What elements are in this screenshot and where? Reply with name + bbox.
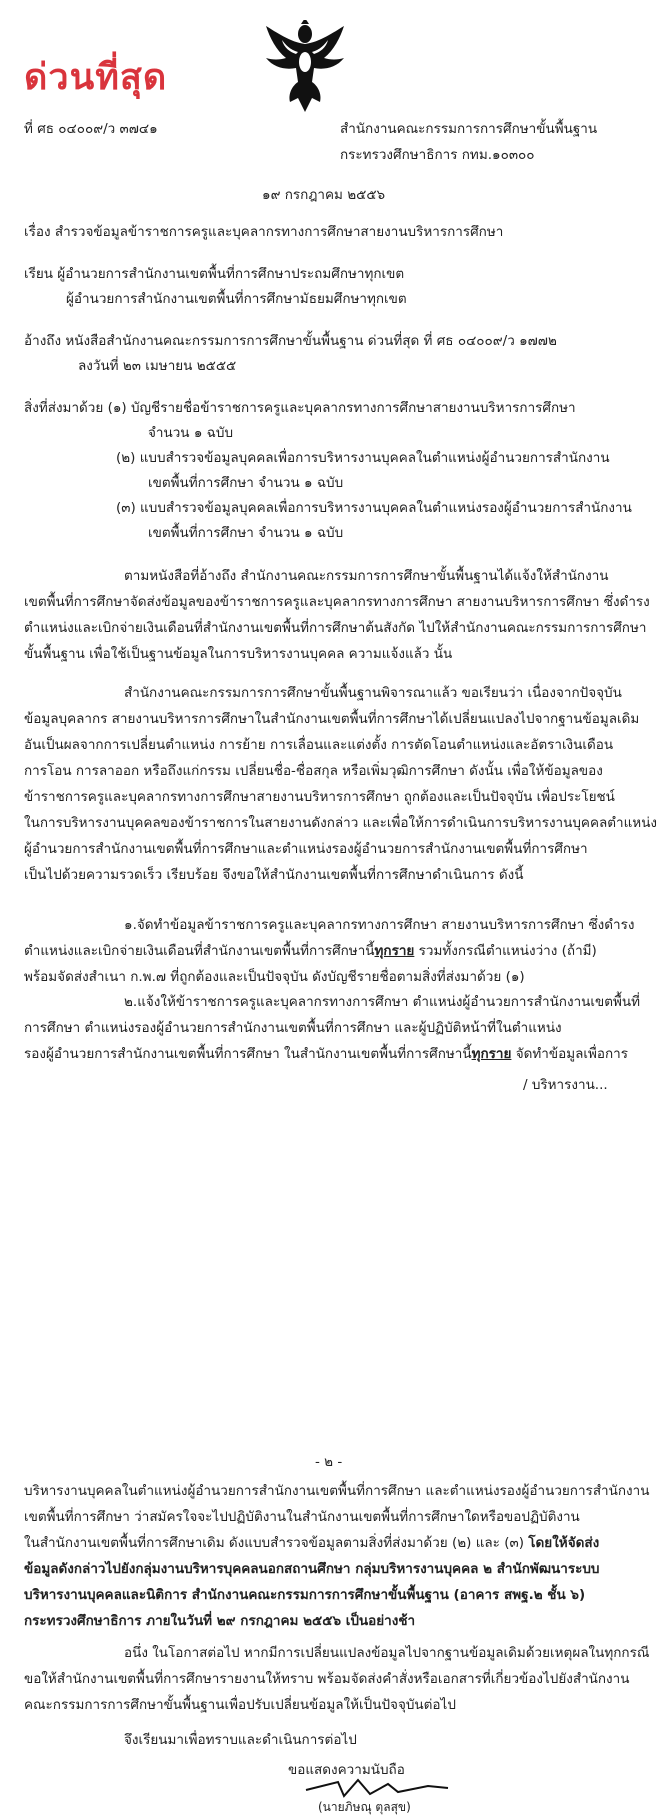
paragraph-line: พร้อมจัดส่งสำเนา ก.พ.๗ ที่ถูกต้องและเป็นปัจจุบัน ดังบัญชีรายชื่อตามสิ่งที่ส่งมาด้วย (๑) <box>24 969 525 985</box>
action-item-2 <box>24 989 640 1067</box>
page-number: - ๒ - <box>315 1454 343 1470</box>
paragraph-line: ขั้นพื้นฐาน เพื่อใช้เป็นฐานข้อมูลในการบริหารงานบุคคล ความแจ้งแล้ว นั้น <box>24 646 453 662</box>
action-item-1 <box>24 912 634 990</box>
enclosure-2: (๒) แบบสำรวจข้อมูลบุคคลเพื่อการบริหารงานบุคคลในตำแหน่งผู้อำนวยการสำนักงาน <box>116 450 610 466</box>
paragraph-line: ผู้อำนวยการสำนักงานเขตพื้นที่การศึกษาและตำแหน่งรองผู้อำนวยการสำนักงานเขตพื้นที่การศึกษา <box>24 841 588 857</box>
page2-paragraph-2 <box>24 1640 649 1718</box>
paragraph-line: ข้าราชการครูและบุคลากรทางการศึกษาสายงานบริหารการศึกษา ถูกต้องและเป็นปัจจุบัน เพื่อประโยชน์ <box>24 789 615 805</box>
text-segment: รองผู้อำนวยการสำนักงานเขตพื้นที่การศึกษา ในสำนักงานเขตพื้นที่การศึกษานี้ <box>24 1046 472 1062</box>
paragraph-line: ๑.จัดทำข้อมูลข้าราชการครูและบุคลากรทางการศึกษา สายงานบริหารการศึกษา ซึ่งดำรง <box>124 917 635 933</box>
issue-date: ๑๙ กรกฎาคม ๒๕๕๖ <box>262 187 386 203</box>
garuda-emblem <box>262 20 348 116</box>
reference-line-1: อ้างถึง หนังสือสำนักงานคณะกรรมการการศึกษาขั้นพื้นฐาน ด่วนที่สุด ที่ ศธ ๐๔๐๐๙/ว ๑๗๗๒ <box>24 333 557 349</box>
page2-paragraph-1 <box>24 1478 649 1634</box>
paragraph-line <box>24 1041 640 1067</box>
paragraph-line: อนึ่ง ในโอกาสต่อไป หากมีการเปลี่ยนแปลงข้อมูลไปจากฐานข้อมูลเดิมด้วยเหตุผลในทุกกรณี <box>124 1645 650 1661</box>
paragraph-line: การศึกษา ตำแหน่งรองผู้อำนวยการสำนักงานเขตพื้นที่การศึกษา และผู้ปฏิบัติหน้าที่ในตำแหน่ง <box>24 1020 562 1036</box>
issuer-office: สำนักงานคณะกรรมการการศึกษาขั้นพื้นฐาน <box>340 121 598 137</box>
paragraph-line: ในการบริหารงานบุคคลของข้าราชการในสายงานดังกล่าว และเพื่อให้การดำเนินการบริหารงานบุคคลตำแหน่ง <box>24 815 658 831</box>
continuation-marker: / บริหารงาน... <box>523 1077 608 1093</box>
body-paragraph-1 <box>24 563 650 667</box>
paragraph-line: บริหารงานบุคคลและนิติการ สำนักงานคณะกรรมการการศึกษาขั้นพื้นฐาน (อาคาร สพฐ.๒ ชั้น ๖) <box>24 1587 586 1603</box>
enclosure-3-count: เขตพื้นที่การศึกษา จำนวน ๑ ฉบับ <box>148 525 344 541</box>
text-segment: ในสำนักงานเขตพื้นที่การศึกษาเดิม ดังแบบสำรวจข้อมูลตามสิ่งที่ส่งมาด้วย (๒) และ (๓) <box>24 1535 529 1551</box>
paragraph-line: ตามหนังสือที่อ้างถึง สำนักงานคณะกรรมการการศึกษาขั้นพื้นฐานได้แจ้งให้สำนักงาน <box>124 568 609 584</box>
paragraph-line: คณะกรรมการการศึกษาขั้นพื้นฐานเพื่อปรับเปลี่ยนข้อมูลให้เป็นปัจจุบันต่อไป <box>24 1697 456 1713</box>
issuer-ministry: กระทรวงศึกษาธิการ กทม.๑๐๓๐๐ <box>340 147 535 163</box>
paragraph-line: บริหารงานบุคคลในตำแหน่งผู้อำนวยการสำนักงานเขตพื้นที่การศึกษา และตำแหน่งรองผู้อำนวยการสำนักงาน <box>24 1483 650 1499</box>
addressee-line-2: ผู้อำนวยการสำนักงานเขตพื้นที่การศึกษามัธยมศึกษาทุกเขต <box>66 291 407 307</box>
paragraph-line: สำนักงานคณะกรรมการการศึกษาขั้นพื้นฐานพิจารณาแล้ว ขอเรียนว่า เนื่องจากปัจจุบัน <box>124 685 622 701</box>
text-segment: จัดทำข้อมูลเพื่อการ <box>511 1046 629 1062</box>
enclosure-1-count: จำนวน ๑ ฉบับ <box>148 425 234 441</box>
body-paragraph-2 <box>24 680 657 888</box>
enclosure-3: (๓) แบบสำรวจข้อมูลบุคคลเพื่อการบริหารงานบุคคลในตำแหน่งรองผู้อำนวยการสำนักงาน <box>116 500 632 516</box>
document-number: ที่ ศธ ๐๔๐๐๙/ว ๓๗๔๑ <box>24 121 158 137</box>
paragraph-line: การโอน การลาออก หรือถึงแก่กรรม เปลี่ยนชื่อ-ชื่อสกุล หรือเพิ่มวุฒิการศึกษา ดังนั้น เพื่อให้ข้อมูลของ <box>24 763 603 779</box>
complimentary-close: ขอแสดงความนับถือ <box>288 1762 405 1778</box>
text-segment: ตำแหน่งและเบิกจ่ายเงินเดือนที่สำนักงานเขตพื้นที่การศึกษานี้ <box>24 943 375 959</box>
urgent-stamp: ด่วนที่สุด <box>24 57 168 98</box>
paragraph-line: ตำแหน่งและเบิกจ่ายเงินเดือนที่สำนักงานเขตพื้นที่การศึกษาต้นสังกัด ไปให้สำนักงานคณะกรรมการการศึกษา <box>24 620 647 636</box>
emphasis-all-persons: ทุกราย <box>471 1046 512 1062</box>
text-segment: โดยให้จัดส่ง <box>528 1535 600 1551</box>
paragraph-line: เขตพื้นที่การศึกษา ว่าสมัครใจจะไปปฏิบัติงานในสำนักงานเขตพื้นที่การศึกษาใดหรือขอปฏิบัติงาน <box>24 1509 580 1525</box>
signer-name: (นายภิษณุ ตุลสุข) <box>318 1800 411 1814</box>
paragraph-line: ขอให้สำนักงานเขตพื้นที่การศึกษารายงานให้ทราบ พร้อมจัดส่งคำสั่งหรือเอกสารที่เกี่ยวข้องไปยังสำนักงาน <box>24 1671 630 1687</box>
paragraph-line: กระทรวงศึกษาธิการ ภายในวันที่ ๒๙ กรกฎาคม ๒๕๕๖ เป็นอย่างช้า <box>24 1613 416 1629</box>
addressee-line-1: เรียน ผู้อำนวยการสำนักงานเขตพื้นที่การศึกษาประถมศึกษาทุกเขต <box>24 266 405 282</box>
subject-line: เรื่อง สำรวจข้อมูลข้าราชการครูและบุคลากรทางการศึกษาสายงานบริหารการศึกษา <box>24 224 504 240</box>
paragraph-line: ข้อมูลดังกล่าวไปยังกลุ่มงานบริหารบุคคลนอกสถานศึกษา กลุ่มบริหารงานบุคคล ๒ สำนักพัฒนาระบบ <box>24 1561 600 1577</box>
emphasis-all-persons: ทุกราย <box>374 943 415 959</box>
paragraph-line <box>24 1530 649 1556</box>
text-segment: รวมทั้งกรณีตำแหน่งว่าง (ถ้ามี) <box>414 943 597 959</box>
paragraph-line: ข้อมูลบุคลากร สายงานบริหารการศึกษาในสำนักงานเขตพื้นที่การศึกษาได้เปลี่ยนแปลงไปจากฐานข้อมูลเดิม <box>24 711 640 727</box>
paragraph-line: เขตพื้นที่การศึกษาจัดส่งข้อมูลของข้าราชการครูและบุคลากรทางการศึกษา สายงานบริหารการศึกษา ซึ่งดำรง <box>24 594 650 610</box>
reference-line-2: ลงวันที่ ๒๓ เมษายน ๒๕๕๕ <box>78 358 237 374</box>
paragraph-line: อันเป็นผลจากการเปลี่ยนตำแหน่ง การย้าย การเลื่อนและแต่งตั้ง การตัดโอนตำแหน่งและอัตราเงินเดือน <box>24 737 614 753</box>
paragraph-line: เป็นไปด้วยความรวดเร็ว เรียบร้อย จึงขอให้สำนักงานเขตพื้นที่การศึกษาดำเนินการ ดังนี้ <box>24 867 524 883</box>
paragraph-line <box>24 938 634 964</box>
paragraph-line: ๒.แจ้งให้ข้าราชการครูและบุคลากรทางการศึกษา ตำแหน่งผู้อำนวยการสำนักงานเขตพื้นที่ <box>124 994 641 1010</box>
enclosure-2-count: เขตพื้นที่การศึกษา จำนวน ๑ ฉบับ <box>148 475 344 491</box>
closing-request: จึงเรียนมาเพื่อทราบและดำเนินการต่อไป <box>124 1732 357 1748</box>
enclosure-1: สิ่งที่ส่งมาด้วย (๑) บัญชีรายชื่อข้าราชการครูและบุคลากรทางการศึกษาสายงานบริหารการศึกษา <box>24 400 576 416</box>
